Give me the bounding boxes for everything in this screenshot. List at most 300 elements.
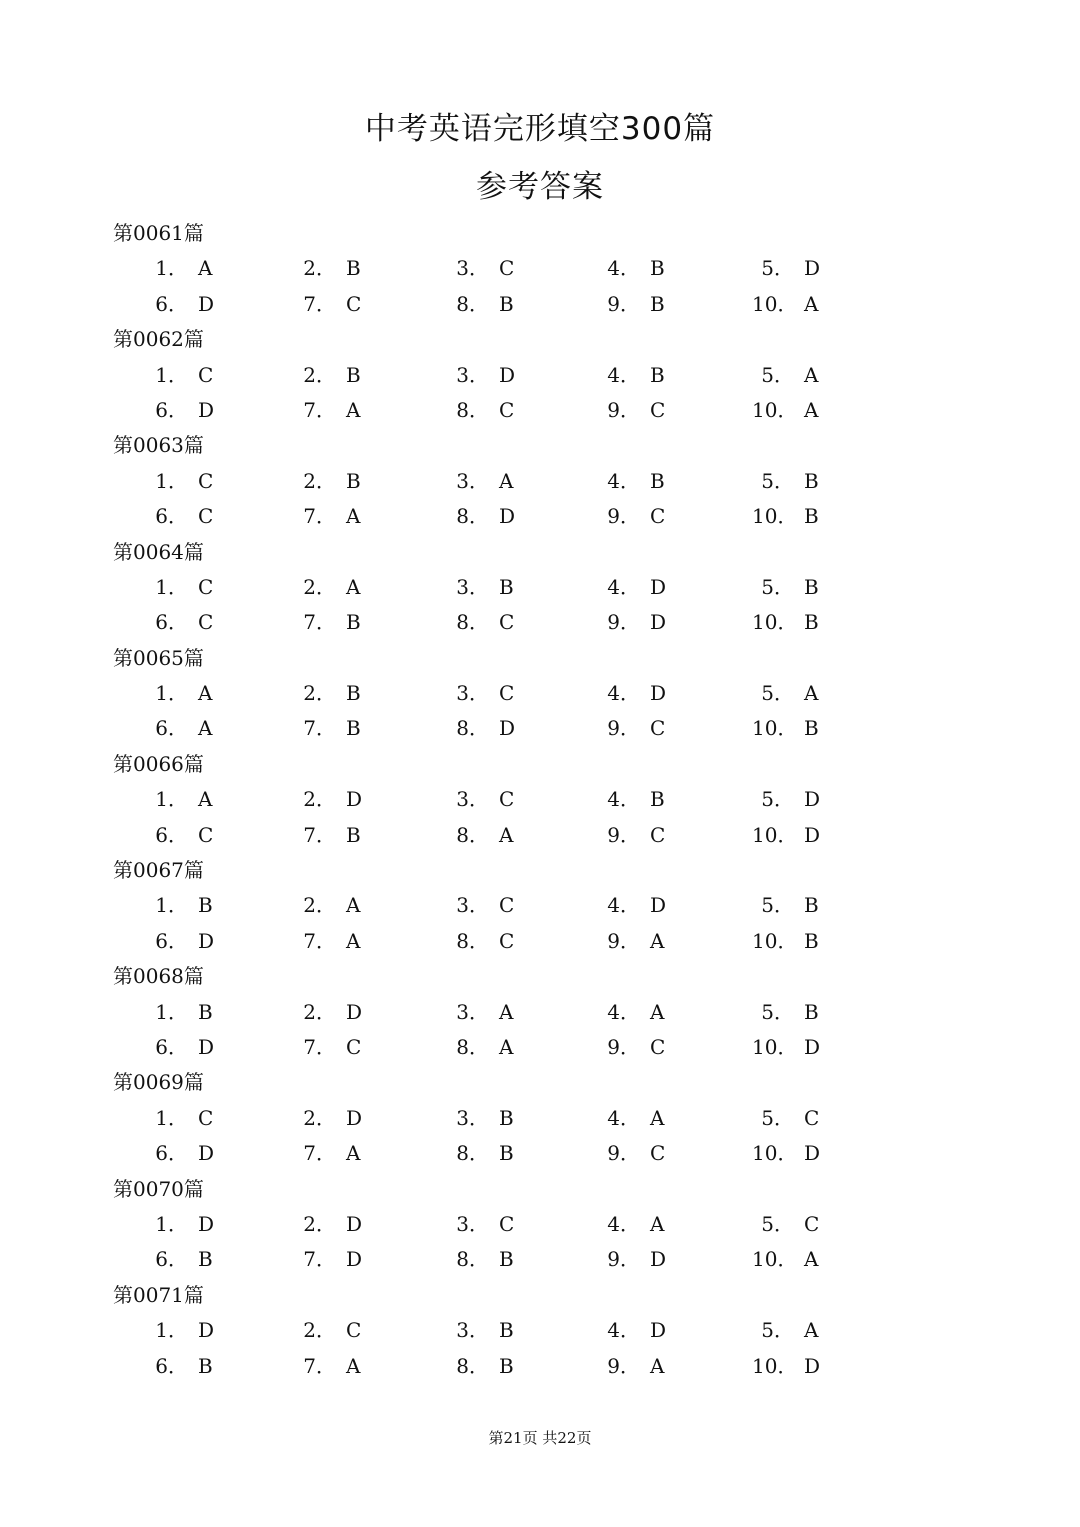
answer-letter: C [198, 504, 214, 529]
section-heading: 第0066篇 [113, 751, 204, 776]
answer-item [600, 464, 665, 499]
answer-letter: A [346, 1141, 361, 1166]
answer-item [148, 676, 212, 711]
answer-item [148, 1242, 213, 1277]
answer-letter: D [650, 610, 667, 635]
question-number: 8． [456, 504, 489, 529]
answer-item [449, 1207, 514, 1242]
question-number: 4． [607, 1211, 640, 1236]
answer-item [752, 570, 819, 605]
answer-item [752, 924, 819, 959]
answer-item [148, 1207, 214, 1242]
answer-letter: A [804, 1247, 819, 1272]
section-heading: 第0063篇 [113, 433, 204, 458]
answer-letter: D [650, 893, 667, 918]
answer-item [600, 570, 666, 605]
question-number: 6． [155, 928, 188, 953]
answer-item [296, 1030, 361, 1065]
question-number: 3． [456, 1318, 489, 1343]
question-number: 9． [607, 1247, 640, 1272]
question-number: 10． [752, 1141, 798, 1166]
question-number: 7． [303, 822, 336, 847]
answer-letter: B [346, 256, 361, 281]
question-number: 8． [456, 397, 489, 422]
page-footer: 第21页 共22页 [488, 1429, 592, 1447]
question-number: 6． [155, 1141, 188, 1166]
question-number: 1． [155, 681, 188, 706]
answer-item [296, 358, 361, 393]
answer-item [148, 1030, 214, 1065]
answer-letter: C [650, 1034, 666, 1059]
answer-item [148, 251, 212, 286]
question-number: 10． [752, 1353, 798, 1378]
answer-item [296, 888, 360, 923]
answer-letter: B [804, 893, 819, 918]
answer-item [752, 287, 818, 322]
answer-item [752, 1030, 820, 1065]
answer-letter: B [499, 1141, 514, 1166]
answer-letter: B [499, 1105, 514, 1130]
answer-item [600, 1207, 664, 1242]
answer-letter: A [499, 999, 514, 1024]
question-number: 5． [761, 574, 794, 599]
answer-item [296, 1313, 361, 1348]
section-heading: 第0068篇 [113, 964, 204, 989]
answer-letter: B [804, 928, 819, 953]
answer-item [449, 1030, 513, 1065]
answer-letter: A [346, 1353, 361, 1378]
answer-item [148, 287, 214, 322]
question-number: 1． [155, 787, 188, 812]
answer-letter: D [198, 1034, 215, 1059]
answer-item [752, 995, 819, 1030]
question-number: 8． [456, 1034, 489, 1059]
question-number: 1． [155, 468, 188, 493]
question-number: 1． [155, 362, 188, 387]
answer-item [600, 251, 665, 286]
answer-letter: C [650, 822, 666, 847]
answer-letter: B [346, 362, 361, 387]
answer-letter: C [499, 1211, 515, 1236]
answer-letter: C [346, 1318, 362, 1343]
answer-row [0, 711, 1080, 746]
question-number: 2． [303, 574, 336, 599]
answer-item [449, 818, 513, 853]
answer-item [752, 358, 818, 393]
answer-letter: B [346, 716, 361, 741]
answer-item [296, 1242, 362, 1277]
answer-letter: D [804, 1353, 821, 1378]
question-number: 8． [456, 928, 489, 953]
answer-letter: A [346, 928, 361, 953]
answer-letter: A [198, 716, 213, 741]
question-number: 10． [752, 1034, 798, 1059]
question-number: 7． [303, 716, 336, 741]
answer-letter: B [198, 999, 213, 1024]
answer-row [0, 464, 1080, 499]
answer-item [296, 924, 360, 959]
question-number: 2． [303, 1318, 336, 1343]
answer-item [449, 1313, 514, 1348]
question-number: 4． [607, 681, 640, 706]
section-heading: 第0071篇 [113, 1282, 204, 1307]
answer-letter: B [499, 291, 514, 316]
answer-letter: B [804, 610, 819, 635]
answer-letter: D [804, 256, 821, 281]
answer-row [0, 1101, 1080, 1136]
question-number: 1． [155, 1318, 188, 1343]
question-number: 1． [155, 256, 188, 281]
question-number: 9． [607, 1353, 640, 1378]
question-number: 9． [607, 291, 640, 316]
question-number: 7． [303, 1141, 336, 1166]
question-number: 10． [752, 822, 798, 847]
question-number: 5． [761, 468, 794, 493]
question-number: 10． [752, 610, 798, 635]
answer-letter: C [346, 1034, 362, 1059]
answer-item [148, 995, 213, 1030]
answer-item [449, 1349, 514, 1384]
answer-letter: D [499, 362, 516, 387]
question-number: 6． [155, 1247, 188, 1272]
question-number: 4． [607, 362, 640, 387]
answer-item [752, 1207, 819, 1242]
answer-letter: C [499, 787, 515, 812]
answer-letter: C [198, 362, 214, 387]
answer-letter: D [198, 928, 215, 953]
answer-letter: C [499, 256, 515, 281]
answer-item [600, 1101, 664, 1136]
answer-letter: B [650, 256, 665, 281]
answer-item [752, 1101, 819, 1136]
answer-item [296, 499, 360, 534]
question-number: 6． [155, 822, 188, 847]
answer-letter: D [346, 1105, 363, 1130]
answer-item [600, 711, 665, 746]
question-number: 7． [303, 1353, 336, 1378]
answer-item [449, 711, 515, 746]
answer-item [752, 888, 819, 923]
answer-item [449, 251, 514, 286]
question-number: 6． [155, 716, 188, 741]
answer-item [600, 995, 664, 1030]
answer-letter: C [499, 928, 515, 953]
question-number: 5． [761, 1318, 794, 1343]
question-number: 2． [303, 999, 336, 1024]
answer-letter: C [499, 893, 515, 918]
question-number: 4． [607, 256, 640, 281]
answer-row [0, 995, 1080, 1030]
question-number: 2． [303, 256, 336, 281]
answer-letter: D [499, 716, 516, 741]
question-number: 8． [456, 1353, 489, 1378]
answer-letter: D [346, 1211, 363, 1236]
question-number: 6． [155, 1034, 188, 1059]
question-number: 1． [155, 574, 188, 599]
question-number: 7． [303, 928, 336, 953]
question-number: 2． [303, 1211, 336, 1236]
question-number: 6． [155, 397, 188, 422]
question-number: 5． [761, 681, 794, 706]
answer-letter: D [198, 1211, 215, 1236]
answer-row [0, 1136, 1080, 1171]
answer-item [600, 499, 665, 534]
answer-letter: B [650, 362, 665, 387]
answer-item [148, 711, 212, 746]
answer-letter: B [804, 504, 819, 529]
question-number: 5． [761, 787, 794, 812]
answer-item [449, 464, 513, 499]
answer-letter: D [346, 1247, 363, 1272]
question-number: 7． [303, 397, 336, 422]
answer-letter: B [346, 468, 361, 493]
question-number: 4． [607, 468, 640, 493]
question-number: 3． [456, 468, 489, 493]
document-subtitle: 参考答案 [476, 169, 604, 205]
question-number: 7． [303, 610, 336, 635]
answer-letter: B [198, 1353, 213, 1378]
section-heading: 第0064篇 [113, 539, 204, 564]
answer-letter: D [198, 397, 215, 422]
answer-item [449, 676, 514, 711]
answer-letter: A [650, 1353, 665, 1378]
question-number: 9． [607, 504, 640, 529]
answer-row [0, 1313, 1080, 1348]
question-number: 3． [456, 999, 489, 1024]
answer-item [296, 818, 361, 853]
answer-item [449, 358, 515, 393]
question-number: 3． [456, 681, 489, 706]
question-number: 9． [607, 928, 640, 953]
question-number: 3． [456, 1105, 489, 1130]
question-number: 8． [456, 1247, 489, 1272]
question-number: 1． [155, 893, 188, 918]
answer-item [449, 605, 514, 640]
answer-item [752, 605, 819, 640]
question-number: 10． [752, 397, 798, 422]
answer-letter: A [650, 1105, 665, 1130]
answer-item [296, 605, 361, 640]
answer-row [0, 1349, 1080, 1384]
answer-row [0, 251, 1080, 286]
question-number: 9． [607, 716, 640, 741]
question-number: 7． [303, 1034, 336, 1059]
question-number: 8． [456, 610, 489, 635]
answer-letter: A [650, 1211, 665, 1236]
answer-item [600, 1136, 665, 1171]
answer-letter: B [499, 1247, 514, 1272]
section-heading: 第0067篇 [113, 858, 204, 883]
answer-letter: D [650, 681, 667, 706]
answer-row [0, 782, 1080, 817]
question-number: 5． [761, 999, 794, 1024]
answer-item [752, 711, 819, 746]
question-number: 8． [456, 1141, 489, 1166]
answer-item [148, 605, 213, 640]
answer-item [148, 1101, 213, 1136]
answer-item [600, 1030, 665, 1065]
answer-letter: B [198, 1247, 213, 1272]
answer-item [296, 711, 361, 746]
section-heading: 第0069篇 [113, 1070, 204, 1095]
answer-item [148, 1136, 214, 1171]
answer-letter: A [198, 256, 213, 281]
answer-letter: C [499, 610, 515, 635]
answer-letter: A [198, 681, 213, 706]
answer-letter: B [499, 1318, 514, 1343]
answer-letter: C [650, 1141, 666, 1166]
answer-letter: C [499, 397, 515, 422]
question-number: 3． [456, 1211, 489, 1236]
answer-letter: C [650, 397, 666, 422]
answer-item [148, 888, 213, 923]
answer-item [600, 358, 665, 393]
answer-row [0, 1242, 1080, 1277]
answer-item [449, 995, 513, 1030]
answer-item [449, 1101, 514, 1136]
answer-letter: B [499, 1353, 514, 1378]
section-heading: 第0065篇 [113, 645, 204, 670]
answer-letter: C [198, 610, 214, 635]
question-number: 9． [607, 822, 640, 847]
question-number: 5． [761, 1105, 794, 1130]
answer-item [148, 393, 214, 428]
answer-item [296, 464, 361, 499]
answer-item [600, 1349, 664, 1384]
answer-row [0, 570, 1080, 605]
answer-row [0, 1030, 1080, 1065]
answer-letter: C [198, 1105, 214, 1130]
question-number: 10． [752, 716, 798, 741]
answer-letter: B [499, 574, 514, 599]
answer-letter: B [804, 468, 819, 493]
answer-item [296, 570, 360, 605]
question-number: 3． [456, 893, 489, 918]
answer-letter: C [346, 291, 362, 316]
answer-item [449, 924, 514, 959]
answer-item [600, 393, 665, 428]
answer-item [752, 393, 818, 428]
answer-letter: C [804, 1211, 820, 1236]
answer-row [0, 499, 1080, 534]
question-number: 5． [761, 1211, 794, 1236]
question-number: 9． [607, 1034, 640, 1059]
answer-item [600, 924, 664, 959]
document-title: 中考英语完形填空300篇 [364, 111, 716, 147]
question-number: 10． [752, 504, 798, 529]
answer-letter: D [346, 999, 363, 1024]
question-number: 9． [607, 1141, 640, 1166]
question-number: 6． [155, 291, 188, 316]
question-number: 3． [456, 574, 489, 599]
section-heading: 第0061篇 [113, 221, 204, 245]
answer-letter: A [804, 1318, 819, 1343]
answer-item [752, 676, 818, 711]
answer-letter: B [650, 787, 665, 812]
question-number: 6． [155, 610, 188, 635]
answer-row [0, 1207, 1080, 1242]
section-heading: 第0062篇 [113, 327, 204, 352]
question-number: 2． [303, 362, 336, 387]
answer-item [296, 782, 362, 817]
question-number: 5． [761, 893, 794, 918]
answer-item [148, 782, 212, 817]
answer-letter: A [804, 362, 819, 387]
question-number: 1． [155, 1211, 188, 1236]
question-number: 4． [607, 999, 640, 1024]
answer-item [449, 393, 514, 428]
answer-row [0, 393, 1080, 428]
answer-item [752, 1349, 820, 1384]
answer-item [600, 782, 665, 817]
answer-letter: A [346, 574, 361, 599]
answer-letter: C [198, 574, 214, 599]
answer-letter: D [650, 1247, 667, 1272]
question-number: 8． [456, 291, 489, 316]
answer-item [296, 1207, 362, 1242]
answer-item [600, 605, 666, 640]
answer-letter: D [198, 1141, 215, 1166]
answer-item [449, 287, 514, 322]
answer-letter: B [804, 999, 819, 1024]
question-number: 2． [303, 681, 336, 706]
question-number: 9． [607, 397, 640, 422]
question-number: 2． [303, 1105, 336, 1130]
answer-item [752, 464, 819, 499]
answer-item [752, 1242, 818, 1277]
answer-letter: A [804, 397, 819, 422]
answer-row [0, 605, 1080, 640]
answer-item [296, 995, 362, 1030]
answer-letter: A [346, 397, 361, 422]
answer-item [296, 251, 361, 286]
question-number: 6． [155, 504, 188, 529]
answer-letter: B [650, 468, 665, 493]
answer-item [752, 782, 820, 817]
answer-letter: B [650, 291, 665, 316]
question-number: 8． [456, 822, 489, 847]
answer-letter: A [499, 468, 514, 493]
answer-letter: C [650, 716, 666, 741]
answer-letter: A [346, 893, 361, 918]
answer-letter: D [804, 1034, 821, 1059]
answer-row [0, 888, 1080, 923]
question-number: 4． [607, 1318, 640, 1343]
answer-letter: B [804, 716, 819, 741]
question-number: 10． [752, 1247, 798, 1272]
answer-letter: B [198, 893, 213, 918]
answer-letter: A [198, 787, 213, 812]
question-number: 10． [752, 291, 798, 316]
answer-letter: B [346, 610, 361, 635]
answer-item [148, 924, 214, 959]
answer-letter: A [650, 999, 665, 1024]
question-number: 5． [761, 362, 794, 387]
answer-item [752, 251, 820, 286]
question-number: 6． [155, 1353, 188, 1378]
answer-item [148, 499, 213, 534]
question-number: 2． [303, 787, 336, 812]
question-number: 8． [456, 716, 489, 741]
question-number: 1． [155, 1105, 188, 1130]
answer-item [449, 782, 514, 817]
answer-letter: D [804, 787, 821, 812]
answer-item [752, 1313, 818, 1348]
answer-letter: A [804, 291, 819, 316]
question-number: 10． [752, 928, 798, 953]
answer-item [600, 676, 666, 711]
answer-item [600, 1313, 666, 1348]
